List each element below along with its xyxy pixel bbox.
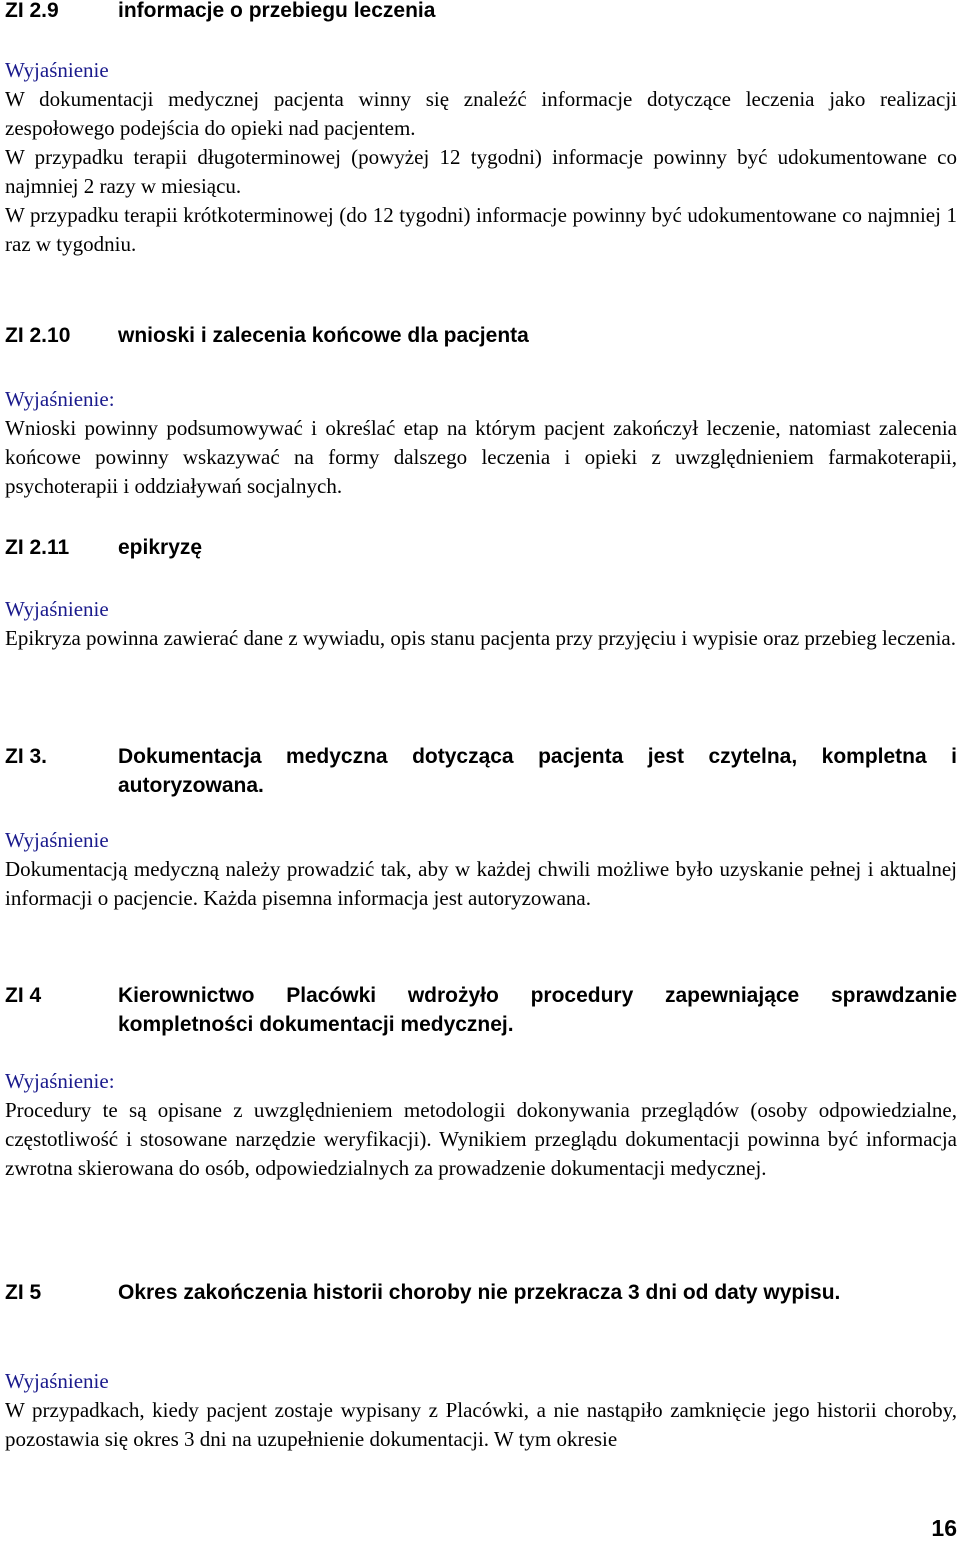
- explanation-label: Wyjaśnienie:: [5, 387, 115, 411]
- section-zi-3: [5, 742, 957, 913]
- explanation-label: Wyjaśnienie: [5, 58, 109, 82]
- section-code: ZI 4: [5, 984, 42, 1007]
- section-heading: [5, 742, 957, 800]
- section-zi-2-9: [5, 0, 957, 259]
- section-code: ZI 2.11: [5, 536, 70, 559]
- section-heading: [5, 533, 957, 563]
- section-heading: [5, 321, 957, 351]
- section-heading: [5, 981, 957, 1039]
- explanation-label: Wyjaśnienie: [5, 597, 109, 621]
- explanation-paragraph: W przypadku terapii długoterminowej (powyżej 12 tygodni) informacje powinny być udokumentowane co najmniej 2 razy w miesiącu.: [5, 145, 957, 198]
- section-code: ZI 3.: [5, 745, 48, 768]
- section-zi-5: [5, 1278, 957, 1454]
- section-title: Dokumentacja medyczna dotycząca pacjenta jest czytelna, kompletna i autoryzowana.: [118, 745, 957, 797]
- section-title: epikryzę: [118, 536, 203, 559]
- explanation-label: Wyjaśnienie:: [5, 1069, 115, 1093]
- section-code: ZI 2.9: [5, 0, 59, 22]
- section-code: ZI 5: [5, 1281, 42, 1304]
- explanation-paragraph: Epikryza powinna zawierać dane z wywiadu, opis stanu pacjenta przy przyjęciu i wypisie oraz przebieg leczenia.: [5, 626, 956, 650]
- explanation-paragraph: W dokumentacji medycznej pacjenta winny się znaleźć informacje dotyczące leczenia jako realizacji zespołowego podejścia do opieki nad pacjentem.: [5, 87, 957, 140]
- section-code: ZI 2.10: [5, 324, 71, 347]
- page-number: 16: [931, 1515, 957, 1541]
- explanation-paragraph: Dokumentacją medyczną należy prowadzić tak, aby w każdej chwili możliwe było uzyskanie pełnej i aktualnej informacji o pacjencie. Każda pisemna informacja jest autoryzowana.: [5, 857, 957, 910]
- explanation-paragraph: W przypadku terapii krótkoterminowej (do 12 tygodni) informacje powinny być udokumentowane co najmniej 1 raz w tygodniu.: [5, 203, 957, 256]
- explanation-label: Wyjaśnienie: [5, 1369, 109, 1393]
- explanation-label: Wyjaśnienie: [5, 828, 109, 852]
- section-heading: [5, 1278, 957, 1336]
- explanation-paragraph: Procedury te są opisane z uwzględnieniem metodologii dokonywania przeglądów (osoby odpowiedzialne, częstotliwość i stosowane narzędzie weryfikacji). Wynikiem przeglądu dokumentacji powinna być informacja zwrotna skierowana do osób, odpowiedzialnych za prowadzenie dokumentacji medycznej.: [5, 1098, 957, 1180]
- section-zi-2-11: [5, 533, 957, 653]
- section-title: Okres zakończenia historii choroby nie przekracza 3 dni od daty wypisu.: [118, 1281, 841, 1304]
- section-zi-2-10: [5, 321, 957, 501]
- explanation-paragraph: Wnioski powinny podsumowywać i określać etap na którym pacjent zakończył leczenie, natomiast zalecenia końcowe powinny wskazywać na formy dalszego leczenia i opieki z uwzględnieniem farmakoterapii, psychoterapii i oddziaływań socjalnych.: [5, 416, 957, 498]
- section-title: wnioski i zalecenia końcowe dla pacjenta: [118, 324, 529, 347]
- section-zi-4: [5, 981, 957, 1183]
- explanation-paragraph: W przypadkach, kiedy pacjent zostaje wypisany z Placówki, a nie nastąpiło zamknięcie jego historii choroby, pozostawia się okres 3 dni na uzupełnienie dokumentacji. W tym okresie: [5, 1398, 957, 1451]
- section-title: informacje o przebiegu leczenia: [118, 0, 436, 22]
- section-heading: [5, 0, 957, 26]
- section-title: Kierownictwo Placówki wdrożyło procedury zapewniające sprawdzanie kompletności dokumentacji medycznej.: [118, 984, 957, 1036]
